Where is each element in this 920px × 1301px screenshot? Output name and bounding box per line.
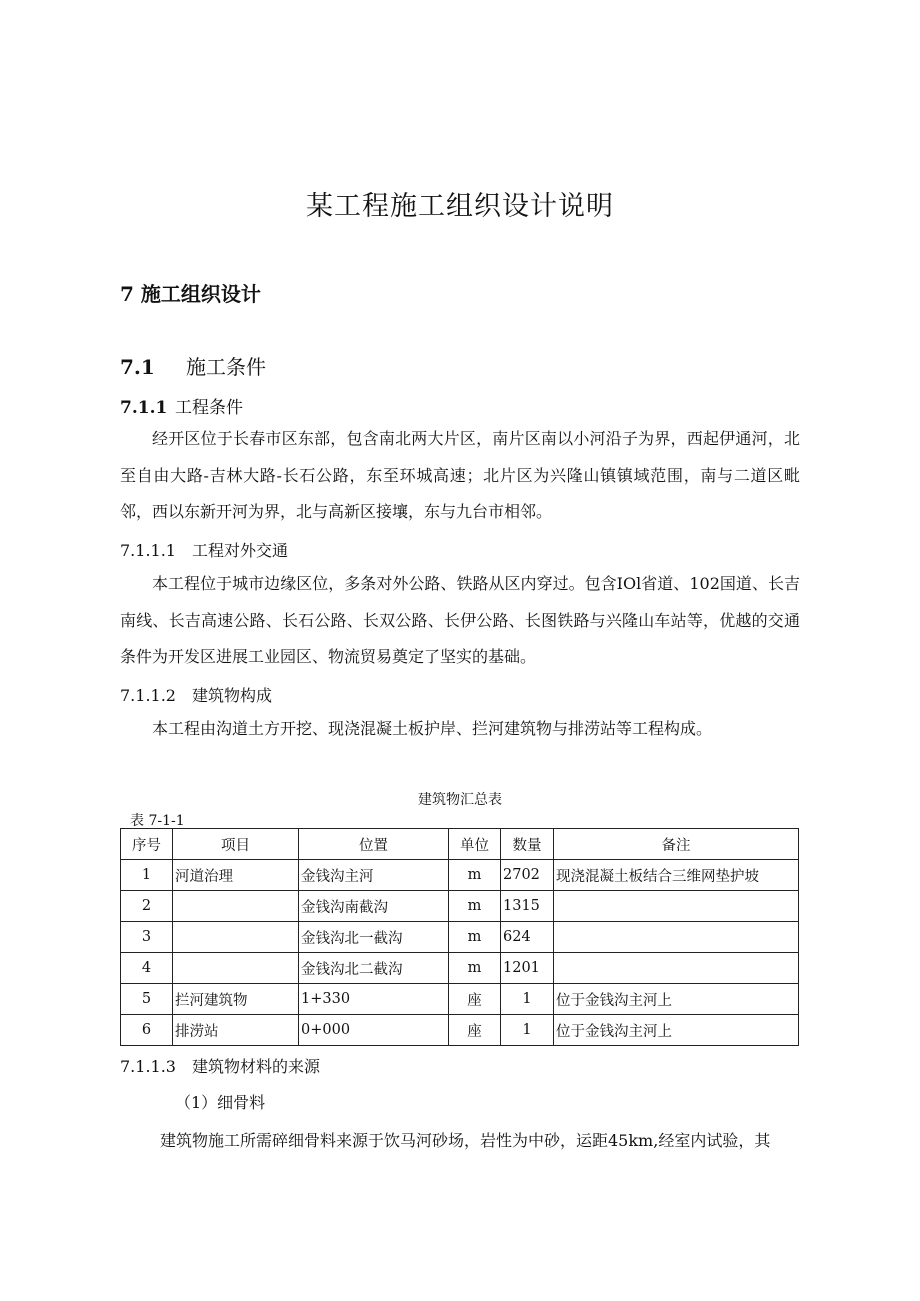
cell-location: 金钱沟南截沟 — [299, 891, 449, 922]
cell-quantity: 1201 — [501, 953, 554, 984]
section-number: 7.1 — [120, 355, 155, 379]
cell-remark: 位于金钱沟主河上 — [554, 1015, 799, 1046]
chapter-heading: 7 施工组织设计 — [120, 282, 261, 306]
heading-7-1-1-3 — [120, 1054, 320, 1077]
table-row — [121, 953, 799, 984]
building-summary-table — [120, 828, 799, 1046]
heading-title: 建筑物材料的来源 — [192, 1057, 321, 1076]
heading-number: 7.1.1.2 — [120, 686, 176, 705]
cell-index: 5 — [121, 984, 173, 1015]
section-title: 施工条件 — [186, 355, 266, 379]
cell-unit: m — [449, 891, 501, 922]
cell-index: 1 — [121, 860, 173, 891]
subsection-title: 工程条件 — [175, 398, 243, 418]
cell-location: 金钱沟北一截沟 — [299, 922, 449, 953]
table-row — [121, 891, 799, 922]
cell-location: 1+330 — [299, 984, 449, 1015]
table-row — [121, 984, 799, 1015]
cell-item: 河道治理 — [173, 860, 299, 891]
cell-remark — [554, 953, 799, 984]
heading-number: 7.1.1.3 — [120, 1057, 176, 1076]
heading-7-1-1-2 — [120, 683, 272, 706]
table-caption: 建筑物汇总表 — [418, 792, 502, 808]
cell-quantity: 624 — [501, 922, 554, 953]
heading-title: 建筑物构成 — [192, 686, 273, 705]
cell-item — [173, 891, 299, 922]
heading-7-1-1-1 — [120, 538, 288, 561]
paragraph-fine-aggregate: 建筑物施工所需碎细骨料来源于饮马河砂场，岩性为中砂，运距45km,经室内试验，其 — [160, 1131, 771, 1150]
paragraph-conditions: 经开区位于长春市区东部，包含南北两大片区，南片区南以小河沿子为界，西起伊通河，北至自由大路-吉林大路-长石公路，东至环城高速；北片区为兴隆山镇镇域范围，南与二道区毗邻，西以东新开河为界，北与高新区接壤，东与九台市相邻。 — [120, 429, 800, 521]
cell-remark: 现浇混凝土板结合三维网垫护坡 — [554, 860, 799, 891]
cell-index: 4 — [121, 953, 173, 984]
cell-quantity: 1315 — [501, 891, 554, 922]
cell-item: 排涝站 — [173, 1015, 299, 1046]
cell-remark: 位于金钱沟主河上 — [554, 984, 799, 1015]
header-cell: 序号 — [121, 829, 173, 860]
cell-quantity: 2702 — [501, 860, 554, 891]
header-cell: 备注 — [554, 829, 799, 860]
cell-location: 金钱沟北二截沟 — [299, 953, 449, 984]
cell-quantity: 1 — [501, 1015, 554, 1046]
table-row — [121, 860, 799, 891]
cell-remark — [554, 891, 799, 922]
subsection-number: 7.1.1 — [120, 398, 168, 418]
cell-index: 2 — [121, 891, 173, 922]
cell-item: 拦河建筑物 — [173, 984, 299, 1015]
cell-item — [173, 922, 299, 953]
table-row — [121, 1015, 799, 1046]
header-cell: 项目 — [173, 829, 299, 860]
cell-index: 3 — [121, 922, 173, 953]
heading-number: 7.1.1.1 — [120, 541, 176, 560]
paragraph-structure: 本工程由沟道土方开挖、现浇混凝土板护岸、拦河建筑物与排涝站等工程构成。 — [152, 719, 713, 738]
cell-unit: m — [449, 922, 501, 953]
subsection-heading — [120, 393, 243, 418]
cell-index: 6 — [121, 1015, 173, 1046]
cell-unit: 座 — [449, 984, 501, 1015]
document-title: 某工程施工组织设计说明 — [306, 191, 614, 222]
cell-unit: 座 — [449, 1015, 501, 1046]
table-row — [121, 922, 799, 953]
cell-item — [173, 953, 299, 984]
section-heading — [120, 351, 266, 380]
header-cell: 位置 — [299, 829, 449, 860]
cell-remark — [554, 922, 799, 953]
table-number: 表 7-1-1 — [130, 813, 185, 829]
table-header-row — [121, 829, 799, 860]
cell-quantity: 1 — [501, 984, 554, 1015]
heading-title: 工程对外交通 — [192, 541, 289, 560]
cell-unit: m — [449, 860, 501, 891]
cell-location: 金钱沟主河 — [299, 860, 449, 891]
paragraph-traffic: 本工程位于城市边缘区位，多条对外公路、铁路从区内穿过。包含IOl省道、102国道、长吉南线、长吉高速公路、长石公路、长双公路、长伊公路、长图铁路与兴隆山车站等，优越的交通条件为开发区进展工业园区、物流贸易奠定了坚实的基础。 — [120, 574, 800, 666]
header-cell: 单位 — [449, 829, 501, 860]
header-cell: 数量 — [501, 829, 554, 860]
subitem-fine-aggregate: （1）细骨料 — [175, 1093, 266, 1112]
cell-location: 0+000 — [299, 1015, 449, 1046]
cell-unit: m — [449, 953, 501, 984]
